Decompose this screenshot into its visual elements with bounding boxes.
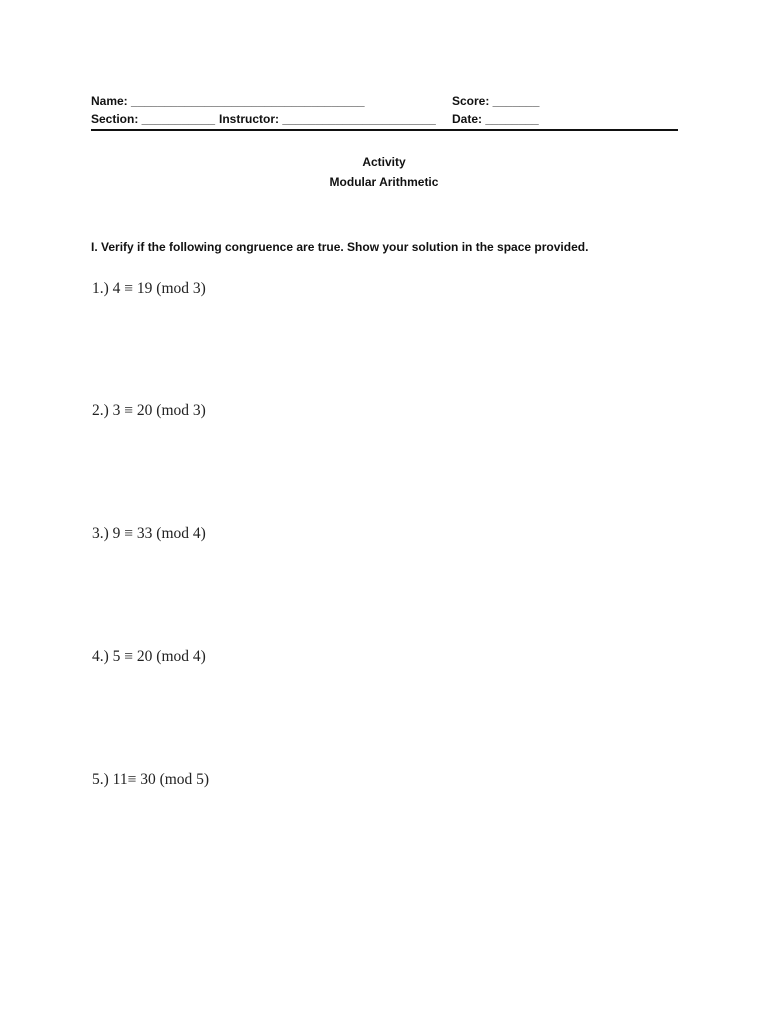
header-divider: [91, 129, 678, 131]
activity-subtitle: Modular Arithmetic: [329, 175, 439, 189]
problem-item-2: 2.) 3 ≡ 20 (mod 3): [92, 402, 206, 419]
problem-item-5: 5.) 11≡ 30 (mod 5): [92, 771, 210, 788]
instruction-text: I. Verify if the following congruence are true. Show your solution in the space provided.: [91, 240, 589, 254]
section-field: Section: ___________: [91, 112, 216, 126]
instructor-field: Instructor: _______________________: [219, 112, 436, 126]
problem-item-1: 1.) 4 ≡ 19 (mod 3): [92, 280, 206, 297]
date-field: Date: ________: [452, 112, 539, 126]
problem-item-3: 3.) 9 ≡ 33 (mod 4): [92, 525, 206, 542]
name-field: Name: ___________________________________: [91, 94, 365, 108]
activity-title: Activity: [362, 155, 406, 169]
score-field: Score: _______: [452, 94, 540, 108]
problem-item-4: 4.) 5 ≡ 20 (mod 4): [92, 648, 206, 665]
